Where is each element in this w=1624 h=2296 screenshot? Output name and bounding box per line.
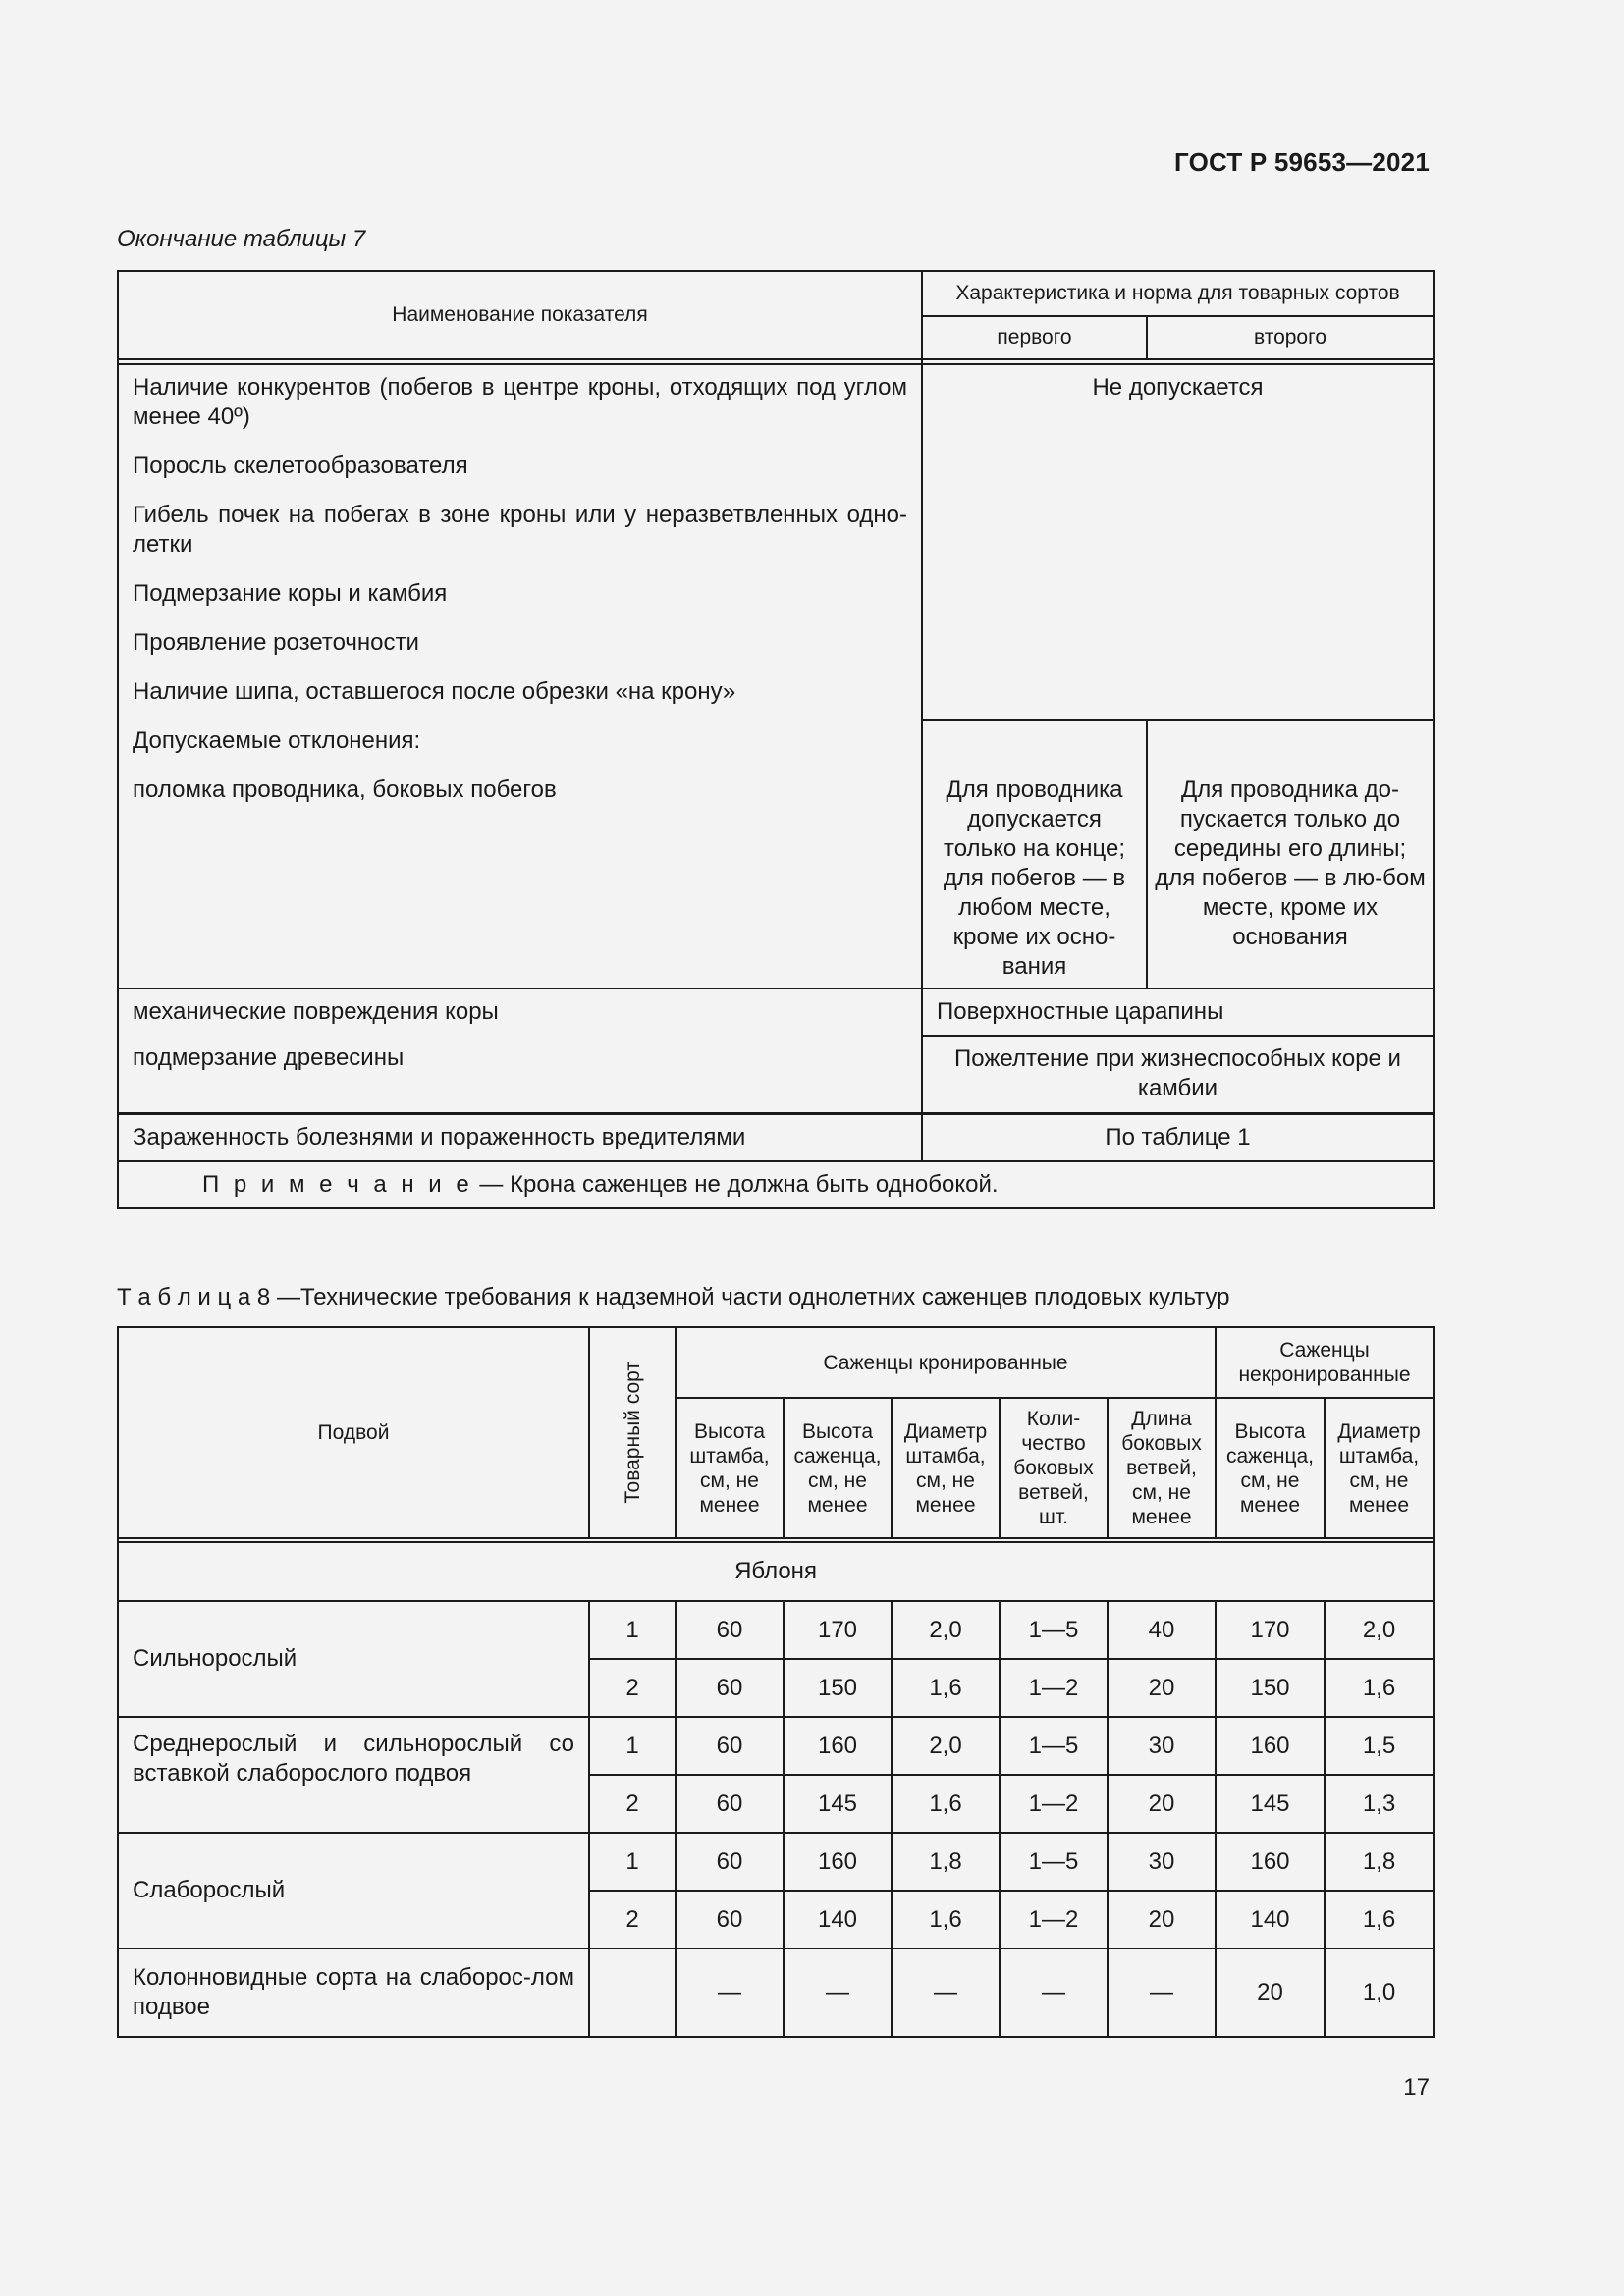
- cell-value: 60: [676, 1833, 784, 1891]
- table-row: [118, 1717, 1434, 1775]
- wood-freeze-label: подмерзание древесины: [118, 1036, 922, 1114]
- cell-value: 40: [1108, 1601, 1216, 1659]
- table8-caption: Т а б л и ц а 8 —Технические требования к надземной части однолетних саженцев плодовых культур: [117, 1284, 1230, 1310]
- subheader-stem-height: Высота штамба, см, не менее: [676, 1398, 784, 1538]
- header-uncrowned: Саженцы некронированные: [1216, 1327, 1434, 1398]
- disease-value: По таблице 1: [922, 1114, 1434, 1162]
- cell-value: 60: [676, 1717, 784, 1775]
- indicator-rosette: Проявление розеточности: [133, 629, 419, 656]
- subheader-branch-count: Коли-чество боковых ветвей, шт.: [1000, 1398, 1108, 1538]
- cell-value: 20: [1108, 1659, 1216, 1717]
- deviations-label: Допускаемые отклонения:: [133, 727, 421, 754]
- rootstock-name: Среднерослый и сильнорослый со вставкой слаборослого подвоя: [118, 1717, 589, 1833]
- cell-value: —: [892, 1949, 1000, 2037]
- indicator-thorn: Наличие шипа, оставшегося после обрезки «на крону»: [133, 678, 736, 705]
- cell-grade: 2: [589, 1659, 676, 1717]
- cell-value: 150: [784, 1659, 892, 1717]
- table7-caption: Окончание таблицы 7: [117, 226, 366, 252]
- cell-value: 1,6: [892, 1775, 1000, 1833]
- header-norm: Характеристика и норма для товарных сортов: [922, 271, 1434, 316]
- cell-value: 60: [676, 1601, 784, 1659]
- disease-label: Зараженность болезнями и пораженность вредителями: [118, 1114, 922, 1162]
- cell-value: 1—2: [1000, 1659, 1108, 1717]
- cell-value: 160: [1216, 1717, 1325, 1775]
- note-text: — Крона саженцев не должна быть однобокой.: [472, 1171, 999, 1198]
- cell-value: 140: [784, 1891, 892, 1949]
- indicators-cell: [118, 364, 922, 988]
- not-allowed-value: Не допускается: [922, 364, 1434, 720]
- rootstock-name: Сильнорослый: [118, 1601, 589, 1717]
- cell-value: 150: [1216, 1659, 1325, 1717]
- cell-value: 1—2: [1000, 1891, 1108, 1949]
- cell-value: 140: [1216, 1891, 1325, 1949]
- header-grade-first: первого: [922, 316, 1147, 359]
- table8: [117, 1326, 1435, 2038]
- cell-value: 1—5: [1000, 1833, 1108, 1891]
- cell-value: 20: [1108, 1891, 1216, 1949]
- subheader-sapling-height: Высота саженца, см, не менее: [784, 1398, 892, 1538]
- cell-grade: 1: [589, 1833, 676, 1891]
- cell-value: —: [784, 1949, 892, 2037]
- bark-damage-label: механические повреждения коры: [118, 988, 922, 1036]
- cell-value: 1—5: [1000, 1717, 1108, 1775]
- table-row: [118, 1833, 1434, 1891]
- cell-value: 2,0: [892, 1601, 1000, 1659]
- table-row: [118, 1949, 1434, 2037]
- cell-value: 1,8: [892, 1833, 1000, 1891]
- cell-value: 30: [1108, 1717, 1216, 1775]
- cell-value: 160: [1216, 1833, 1325, 1891]
- cell-value: 20: [1108, 1775, 1216, 1833]
- wood-freeze-value: Пожелтение при жизнеспособных коре и камбии: [922, 1036, 1434, 1114]
- indicator-competitors: Наличие конкурентов (побегов в центре кроны, отходящих под углом менее 40º): [133, 374, 907, 430]
- table-row: [118, 1601, 1434, 1659]
- cell-value: 160: [784, 1717, 892, 1775]
- header-grade: [589, 1327, 676, 1538]
- cell-grade: 2: [589, 1891, 676, 1949]
- cell-value: 145: [784, 1775, 892, 1833]
- cell-value: 1,3: [1325, 1775, 1434, 1833]
- cell-value: 1,8: [1325, 1833, 1434, 1891]
- indicator-shoots: Поросль скелетообразователя: [133, 453, 468, 479]
- table7: [117, 270, 1435, 1209]
- indicator-bud-death: Гибель почек на побегах в зоне кроны или у неразветвленных одно-летки: [133, 502, 907, 558]
- subheader-uncrowned-height: Высота саженца, см, не менее: [1216, 1398, 1325, 1538]
- subheader-branch-length: Длина боковых ветвей, см, не менее: [1108, 1398, 1216, 1538]
- cell-grade: 1: [589, 1717, 676, 1775]
- cell-value: 1—2: [1000, 1775, 1108, 1833]
- rootstock-name: Слаборослый: [118, 1833, 589, 1949]
- cell-value: —: [1108, 1949, 1216, 2037]
- cell-value: 2,0: [892, 1717, 1000, 1775]
- cell-value: 1—5: [1000, 1601, 1108, 1659]
- cell-value: 145: [1216, 1775, 1325, 1833]
- cell-grade: [589, 1949, 676, 2037]
- cell-value: 1,6: [1325, 1659, 1434, 1717]
- bark-damage-value: Поверхностные царапины: [922, 988, 1434, 1036]
- cell-grade: 2: [589, 1775, 676, 1833]
- cell-grade: 1: [589, 1601, 676, 1659]
- cell-value: 1,6: [1325, 1891, 1434, 1949]
- header-indicator-name: Наименование показателя: [118, 271, 922, 359]
- cell-value: 60: [676, 1891, 784, 1949]
- subheader-uncrowned-diameter: Диаметр штамба, см, не менее: [1325, 1398, 1434, 1538]
- header-rootstock: Подвой: [118, 1327, 589, 1538]
- breakage-second: Для проводника до-пускается только до середины его длины; для побегов — в лю-бом месте, кроме их основания: [1147, 720, 1434, 988]
- cell-value: 20: [1216, 1949, 1325, 2037]
- cell-value: —: [1000, 1949, 1108, 2037]
- page-number: 17: [1403, 2074, 1430, 2101]
- breakage-first: Для проводника допускается только на конце; для побегов — в любом месте, кроме их осно-вания: [922, 720, 1147, 988]
- document-code: ГОСТ Р 59653—2021: [1174, 147, 1430, 177]
- subheader-stem-diameter: Диаметр штамба, см, не менее: [892, 1398, 1000, 1538]
- note-prefix: П р и м е ч а н и е: [202, 1171, 473, 1198]
- cell-value: 30: [1108, 1833, 1216, 1891]
- cell-value: 60: [676, 1775, 784, 1833]
- group-apple: Яблоня: [118, 1542, 1434, 1601]
- cell-value: 170: [784, 1601, 892, 1659]
- cell-value: 1,5: [1325, 1717, 1434, 1775]
- breakage-label: поломка проводника, боковых побегов: [133, 776, 557, 803]
- cell-value: 170: [1216, 1601, 1325, 1659]
- header-grade-second: второго: [1147, 316, 1434, 359]
- cell-value: —: [676, 1949, 784, 2037]
- header-crowned: Саженцы кронированные: [676, 1327, 1216, 1398]
- cell-value: 1,6: [892, 1891, 1000, 1949]
- cell-value: 160: [784, 1833, 892, 1891]
- header-grade-text: Товарный сорт: [621, 1362, 644, 1504]
- table7-note: [118, 1161, 1434, 1208]
- rootstock-name: Колонновидные сорта на слаборос-лом подвое: [118, 1949, 589, 2037]
- cell-value: 60: [676, 1659, 784, 1717]
- indicator-bark-freeze: Подмерзание коры и камбия: [133, 580, 448, 607]
- cell-value: 2,0: [1325, 1601, 1434, 1659]
- cell-value: 1,6: [892, 1659, 1000, 1717]
- cell-value: 1,0: [1325, 1949, 1434, 2037]
